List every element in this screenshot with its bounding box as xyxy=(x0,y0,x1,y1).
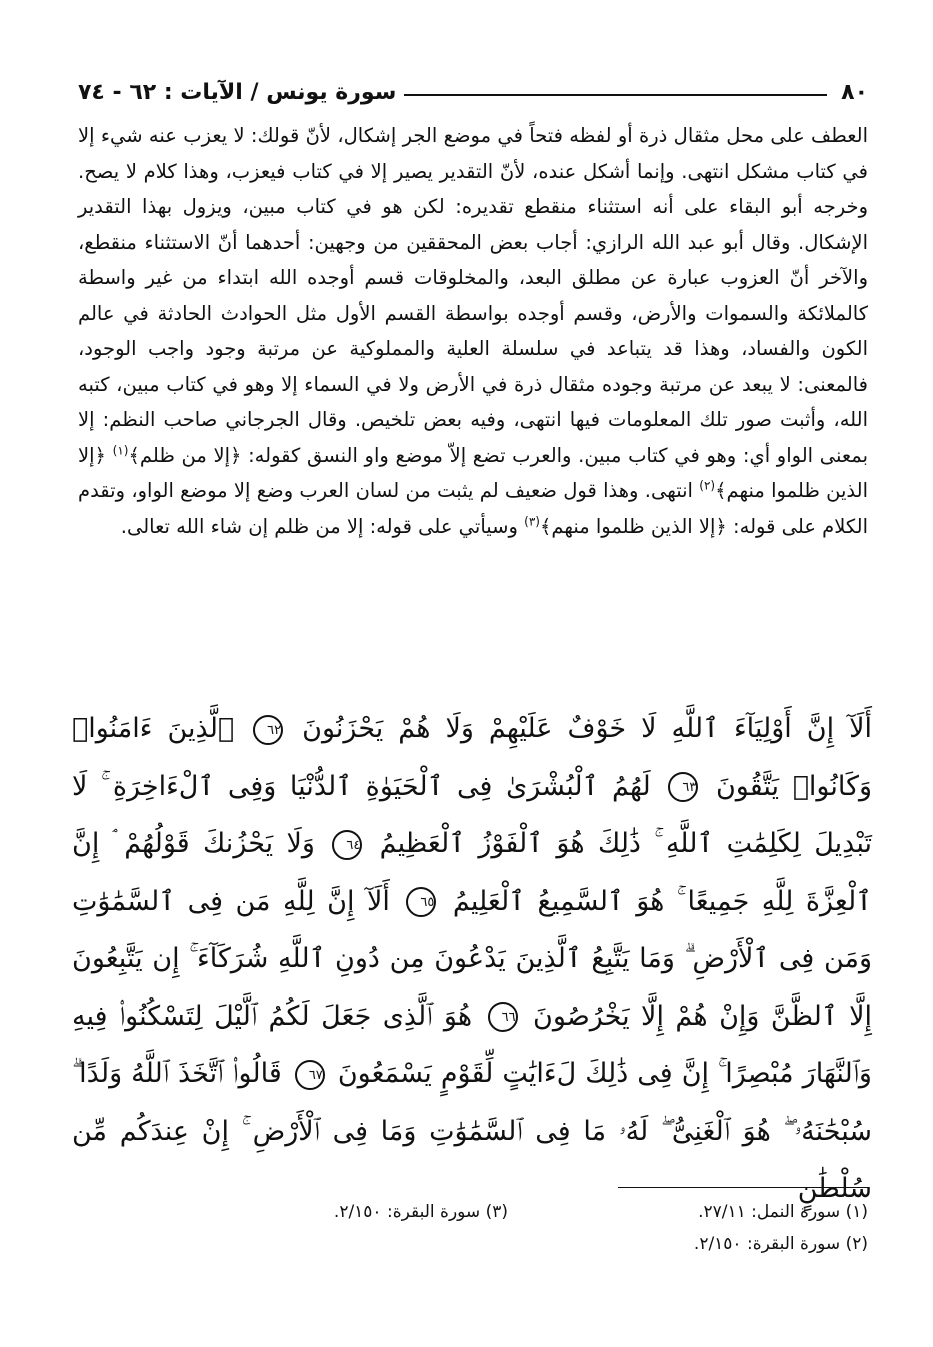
commentary-segment: انتهى. وهذا قول ضعيف لم يثبت من لسان العرب وضع إلا موضع الواو، وتقدم الكلام على قوله: ﴿إلا الذين ظلموا منهم﴾ xyxy=(78,479,868,538)
footnote-1: (١) سورة النمل: ٢٧/١١. xyxy=(698,1202,868,1222)
commentary-segment: ﴿إلا الذين ظلموا منهم﴾ xyxy=(78,443,868,502)
commentary-text xyxy=(78,118,868,544)
footnote-ref: (١) xyxy=(112,443,129,457)
verse-text: ٱلَّذِينَ ءَامَنُوا۟ وَكَانُوا۟ يَتَّقُونَ xyxy=(72,713,872,802)
verse-text: وَلَا يَحْزُنكَ قَوْلُهُمْ ۘ إِنَّ ٱلْعِزَّةَ لِلَّهِ جَمِيعًا ۚ هُوَ ٱلسَّمِيعُ ٱلْعَلِيمُ xyxy=(72,828,872,917)
verse-text: أَلَآ إِنَّ أَوْلِيَآءَ ٱللَّهِ لَا خَوْفٌ عَلَيْهِمْ وَلَا هُمْ يَحْزَنُونَ xyxy=(302,713,872,744)
verse-number-marker: ٦٧ xyxy=(295,1060,325,1090)
verse-number-marker: ٦٤ xyxy=(332,830,362,860)
footnote-separator xyxy=(618,1187,868,1188)
footnotes xyxy=(78,1196,868,1260)
verse-text: هُوَ ٱلَّذِى جَعَلَ لَكُمُ ٱلَّيْلَ لِتَسْكُنُوا۟ فِيهِ وَٱلنَّهَارَ مُبْصِرًا ۚ إِنَّ فِى ذَٰلِكَ لَءَايَٰتٍ لِّقَوْمٍ يَسْمَعُونَ xyxy=(72,1000,872,1089)
verse-text: قَالُوا۟ ٱتَّخَذَ ٱللَّهُ وَلَدًا ۗ سُبْحَٰنَهُۥ ۖ هُوَ ٱلْغَنِىُّ ۖ لَهُۥ مَا فِى ٱلسَّمَٰوَٰتِ وَمَا فِى ٱلْأَرْضِ ۚ إِنْ عِندَكُم مِّن سُلْطَٰنٍ xyxy=(72,1058,872,1204)
verse-text: أَلَآ إِنَّ لِلَّهِ مَن فِى ٱلسَّمَٰوَٰتِ وَمَن فِى ٱلْأَرْضِ ۗ وَمَا يَتَّبِعُ ٱلَّذِينَ يَدْعُونَ مِن دُونِ ٱللَّهِ شُرَكَآءَ ۚ إِن يَتَّبِعُونَ إِلَّا ٱلظَّنَّ وَإِنْ هُمْ إِلَّا يَخْرُصُونَ xyxy=(72,885,872,1032)
header-rule xyxy=(404,94,827,96)
footnote-ref: (٢) xyxy=(699,478,716,493)
footnote-ref: (٣) xyxy=(524,514,540,528)
footnote-2: (٢) سورة البقرة: ٢/١٥٠. xyxy=(693,1234,868,1254)
page-number: ٨٠ xyxy=(841,79,868,105)
page-header xyxy=(78,72,868,112)
commentary-segment: العطف على محل مثقال ذرة أو لفظه فتحاً في موضع الجر إشكال، لأنّ قولك: لا يعزب عنه شيء إلا في كتاب مشكل انتهى. وإنما أشكل عنده، لأنّ التقدير يصير إلا في كتاب فيعزب، وهذا كلام لا يصح. وخرجه أبو البقاء على أنه استثناء منقطع تقديره: لكن هو في كتاب مبين، ويزول بهذا التقدير الإشكال. وقال أبو عبد الله الرازي: أجاب بعض المحققين من وجهين: أحدهما أنّ الاستثناء منقطع، والآخر أنّ العزوب عبارة عن مطلق البعد، والمخلوقات قسم أوجده الله ابتداء من غير واسطة كالملائكة والسموات والأرض، وقسم أوجده بواسطة القسم الأول مثل الحوادث الحادثة في عالم الكون والفساد، وهذا قد يتباعد في سلسلة العلية والمملوكية عن مرتبة وجود واجب الوجود، فالمعنى: لا يبعد عن مرتبة وجوده مثقال ذرة في الأرض ولا في السماء إلا وهو في كتاب مبين، كتبه الله، وأثبت صور تلك المعلومات فيها انتهى، وفيه بعض تلخيص. وقال الجرجاني صاحب النظم: إلا بمعنى الواو أي: وهو في كتاب مبين. والعرب تضع إلاّ موضع واو النسق كقوله: ﴿إلا من ظلم﴾ xyxy=(78,124,868,467)
commentary-segment: وسيأتي على قوله: إلا من ظلم إن شاء الله تعالى. xyxy=(120,514,525,538)
running-title: سورة يونس / الآيات : ٦٢ - ٧٤ xyxy=(78,79,397,105)
verse-number-marker: ٦٥ xyxy=(406,887,436,917)
verse-number-marker: ٦٦ xyxy=(488,1002,518,1032)
verse-number-marker: ٦٢ xyxy=(253,715,283,745)
verse-number-marker: ٦٣ xyxy=(668,772,698,802)
footnote-row xyxy=(78,1228,868,1260)
verse-text: لَهُمُ ٱلْبُشْرَىٰ فِى ٱلْحَيَوٰةِ ٱلدُّنْيَا وَفِى ٱلْءَاخِرَةِ ۚ لَا تَبْدِيلَ لِكَلِمَٰتِ ٱللَّهِ ۚ ذَٰلِكَ هُوَ ٱلْفَوْزُ ٱلْعَظِيمُ xyxy=(72,770,872,859)
quran-paragraph xyxy=(72,700,872,1218)
commentary-paragraph xyxy=(78,118,868,544)
footnote-row xyxy=(78,1196,868,1228)
quran-verses xyxy=(72,700,872,1218)
footnote-3: (٣) سورة البقرة: ٢/١٥٠. xyxy=(333,1202,508,1222)
